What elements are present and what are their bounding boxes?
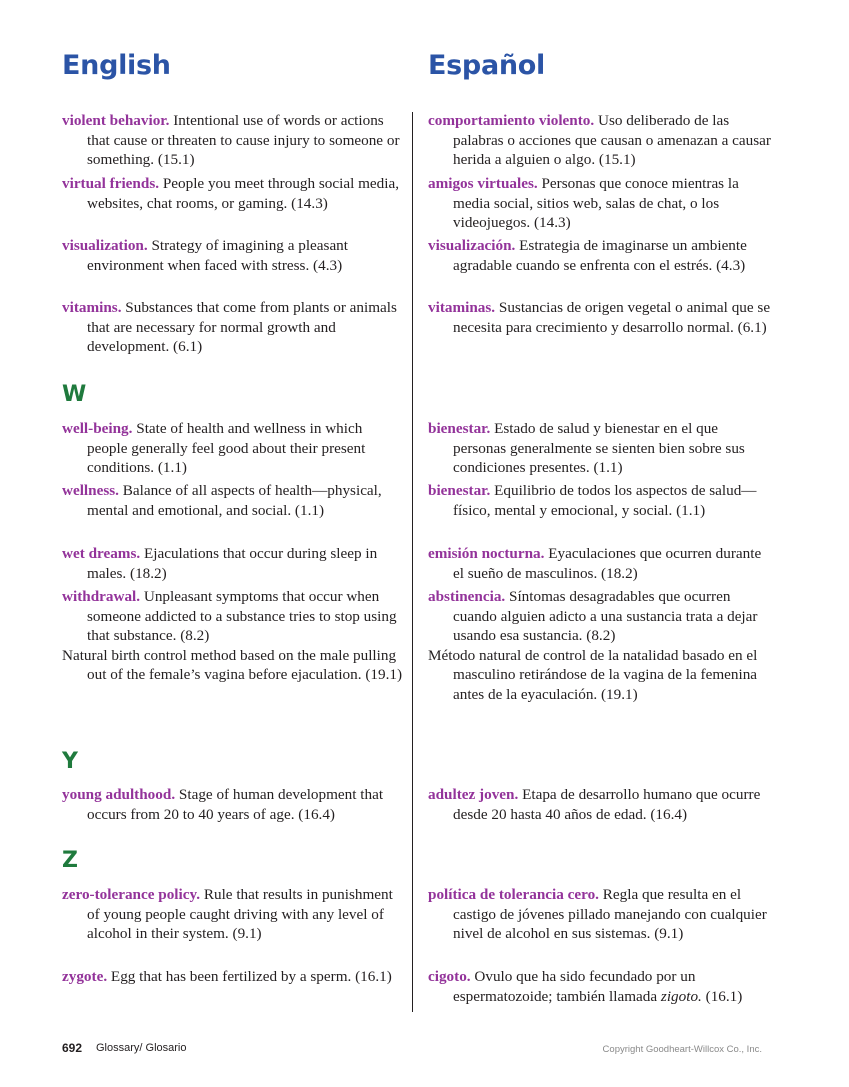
glossary-term: zero-tolerance policy. [62,886,201,903]
english-heading: English [62,50,171,81]
glossary-entry-es [428,111,773,170]
glossary-entry-es [428,885,773,944]
glossary-definition: Ejaculations that occur during sleep in males. (18.2) [87,545,378,582]
glossary-definition: Eyaculaciones que ocurren durante el sueño de masculinos. (18.2) [453,545,762,582]
glossary-term: zygote. [62,968,108,985]
glossary-term: virtual friends. [62,175,160,192]
glossary-definition-2: Natural birth control method based on the male pulling out of the female’s vagina before ejaculation. (19.1) [62,646,403,683]
glossary-definition: Rule that results in punishment of young people caught driving with any level of alcohol in their system. (9.1) [87,886,393,942]
glossary-entry-en [62,885,402,944]
glossary-entry-es [428,298,773,337]
glossary-term: visualization. [62,237,148,254]
letter-heading-y: Y [62,749,78,774]
definition-end: (16.1) [705,987,743,1005]
glossary-term: wellness. [62,482,119,499]
glossary-definition: Balance of all aspects of health—physical, mental and emotional, and social. (1.1) [87,482,382,519]
glossary-entry-es [428,544,773,583]
glossary-definition: People you meet through social media, websites, chat rooms, or gaming. (14.3) [87,175,400,212]
letter-heading-w: W [62,382,87,407]
glossary-entry-es [428,967,773,1006]
glossary-entry-en [62,236,402,275]
glossary-definition: Stage of human development that occurs from 20 to 40 years of age. (16.4) [87,786,384,823]
column-divider [412,112,413,1012]
glossary-definition: Egg that has been fertilized by a sperm. (16.1) [110,968,392,985]
glossary-term: adultez joven. [428,786,519,803]
glossary-term: bienestar. [428,420,491,437]
glossary-definition: Estrategia de imaginarse un ambiente agradable cuando se enfrenta con el estrés. (4.3) [453,237,747,274]
glossary-definition: Etapa de desarrollo humano que ocurre desde 20 hasta 40 años de edad. (16.4) [453,786,761,823]
page-number: 692 [62,1041,83,1055]
glossary-definition: Unpleasant symptoms that occur when someone addicted to a substance tries to stop using that substance. (8.2) [87,588,397,644]
glossary-term: bienestar. [428,482,491,499]
glossary-definition: Ovulo que ha sido fecundado por un espermatozoide; también llamada [453,968,696,1005]
glossary-definition: Strategy of imagining a pleasant environment when faced with stress. (4.3) [87,237,348,274]
glossary-term: violent behavior. [62,112,170,129]
copyright: Copyright Goodheart-Willcox Co., Inc. [602,1044,762,1055]
glossary-term: vitaminas. [428,299,496,316]
glossary-term: well-being. [62,420,133,437]
glossary-entry-en [62,967,402,987]
glossary-entry-es [428,587,773,704]
glossary-definition-2: Método natural de control de la natalidad basado en el masculino retirándose de la vagina de la femenina antes de la eyaculación. (19.1) [428,646,758,703]
glossary-entry-es [428,174,773,233]
glossary-entry-en [62,298,402,357]
glossary-entry-es [428,785,773,824]
glossary-definition: State of health and wellness in which people generally feel good about their present conditions. (1.1) [87,420,366,476]
glossary-term: comportamiento violento. [428,112,595,129]
glossary-entry-en [62,587,402,685]
glossary-definition: Sustancias de origen vegetal o animal que se necesita para crecimiento y desarrollo normal. (6.1) [453,299,771,336]
glossary-definition: Uso deliberado de las palabras o acciones que causan o amenazan a causar herida a alguien o algo. (15.1) [453,112,771,168]
letter-heading-z: Z [62,848,78,873]
glossary-term: emisión nocturna. [428,545,545,562]
spanish-heading: Español [428,50,545,81]
glossary-definition: Estado de salud y bienestar en el que personas generalmente se sienten bien sobre sus condiciones presentes. (1.1) [453,420,745,476]
glossary-definition: Regla que resulta en el castigo de jóvenes pillado manejando con cualquier nivel de alcohol en sus sistemas. (9.1) [453,886,767,942]
glossary-definition: Equilibrio de todos los aspectos de salud—físico, mental y emocional, y social. (1.1) [453,482,757,519]
glossary-definition: Intentional use of words or actions that cause or threaten to cause injury to someone or something. (15.1) [87,112,400,168]
glossary-entry-en [62,174,402,213]
glossary-term: visualización. [428,237,516,254]
glossary-term: amigos virtuales. [428,175,538,192]
glossary-definition: Síntomas desagradables que ocurren cuando alguien adicto a una sustancia trata a dejar usando esa sustancia. (8.2) [453,588,758,644]
glossary-entry-en [62,419,402,478]
glossary-term: política de tolerancia cero. [428,886,599,903]
glossary-entry-en [62,785,402,824]
glossary-term: vitamins. [62,299,122,316]
glossary-term: wet dreams. [62,545,141,562]
glossary-term: young adulthood. [62,786,176,803]
section-title: Glossary/ Glosario [96,1042,187,1054]
glossary-term: abstinencia. [428,588,506,605]
italic-term: zigoto. [660,987,702,1005]
glossary-entry-es [428,419,773,478]
glossary-definition: Substances that come from plants or animals that are necessary for normal growth and development. (6.1) [87,299,397,355]
glossary-entry-es [428,236,773,275]
glossary-entry-es [428,481,773,520]
glossary-entry-en [62,481,402,520]
glossary-term: withdrawal. [62,588,141,605]
glossary-term: cigoto. [428,968,471,985]
glossary-entry-en [62,544,402,583]
glossary-entry-en [62,111,402,170]
glossary-definition: Personas que conoce mientras la media social, sitios web, salas de chat, o los videojuegos. (14.3) [453,175,739,231]
